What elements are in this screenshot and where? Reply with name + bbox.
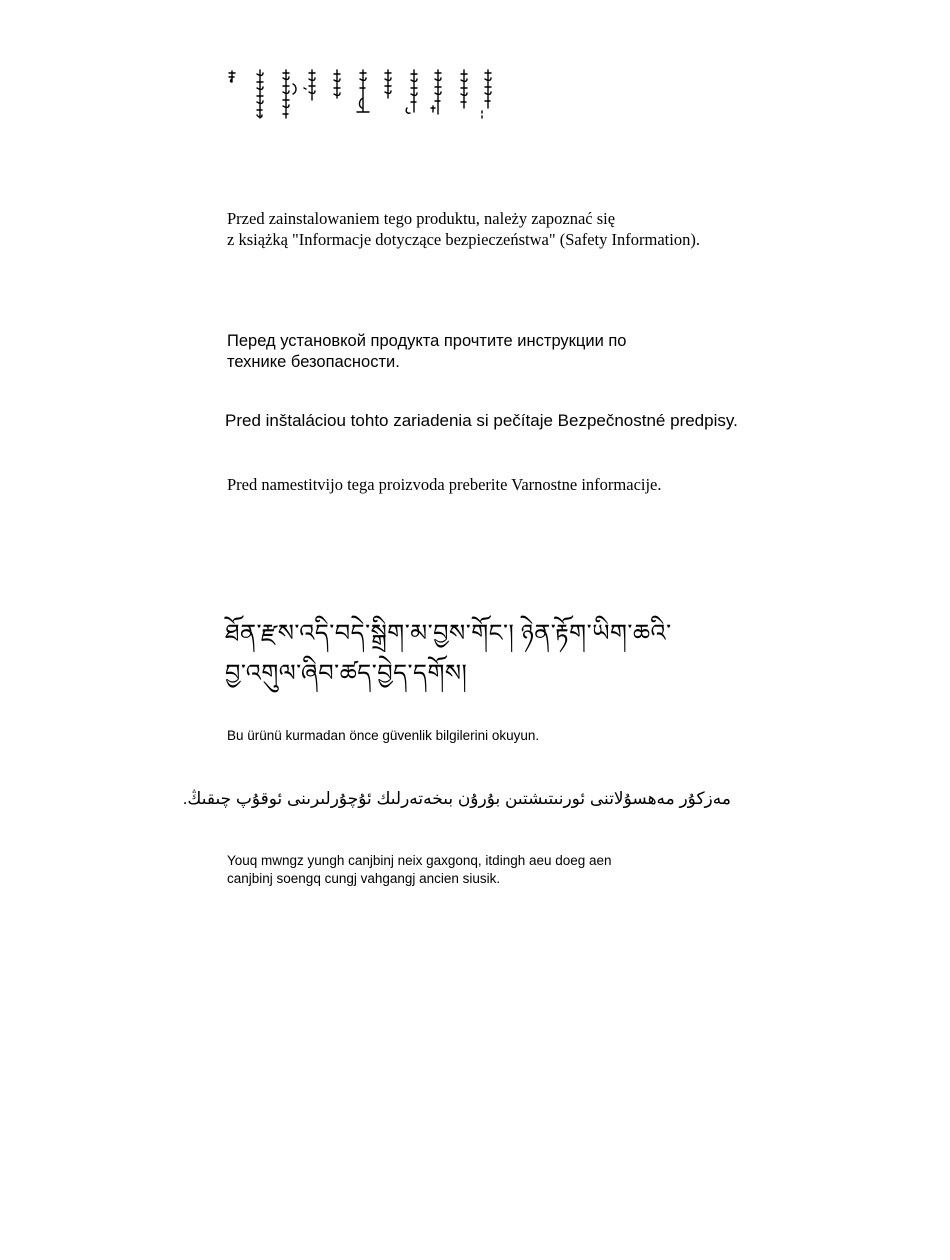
- russian-notice-line: Перед установкой продукта прочтите инструкции по: [227, 332, 627, 350]
- turkish-notice: Bu ürünü kurmadan önce güvenlik bilgilerini okuyun.: [227, 728, 540, 743]
- zhuang-notice-line: Youq mwngz yungh canjbinj neix gaxgonq, itdingh aeu doeg aen: [227, 853, 612, 868]
- tibetan-notice-line: བྱ་འགུལ་ཞིབ་ཚད་བྱེད་དགོས།: [225, 661, 468, 687]
- tibetan-notice: [225, 614, 672, 694]
- zhuang-notice-line: canjbinj soengq cungj vahgangj ancien siusik.: [227, 871, 501, 886]
- zhuang-notice: [227, 852, 612, 888]
- slovenian-notice: Pred namestitvijo tega proizvoda preberite Varnostne informacije.: [227, 475, 662, 494]
- slovak-notice: Pred inštaláciou tohto zariadenia si pečítaje Bezpečnostné predpisy.: [225, 411, 738, 430]
- russian-notice: [227, 331, 626, 373]
- russian-notice-line: технике безопасности.: [227, 353, 400, 371]
- polish-notice-line: z książką "Informacje dotyczące bezpieczeństwa" (Safety Information).: [227, 230, 700, 249]
- tibetan-notice-line: ཐོན་རྫས་འདི་བདེ་སྒྲིག་མ་བྱས་གོང་། ཉེན་རྟོག་ཡིག་ཆའི་: [225, 621, 672, 647]
- polish-notice: [227, 208, 700, 250]
- polish-notice-line: Przed zainstalowaniem tego produktu, należy zapoznać się: [227, 209, 616, 228]
- mongolian-notice: [224, 68, 494, 120]
- mongolian-script-image: [224, 68, 494, 120]
- uyghur-notice: مەزكۇر مەھسۇلاتنى ئورنىتىشتىن بۇرۇن بىخەتەرلىك ئۇچۇرلىرىنى ئوقۇپ چىقىڭ.: [182, 789, 731, 808]
